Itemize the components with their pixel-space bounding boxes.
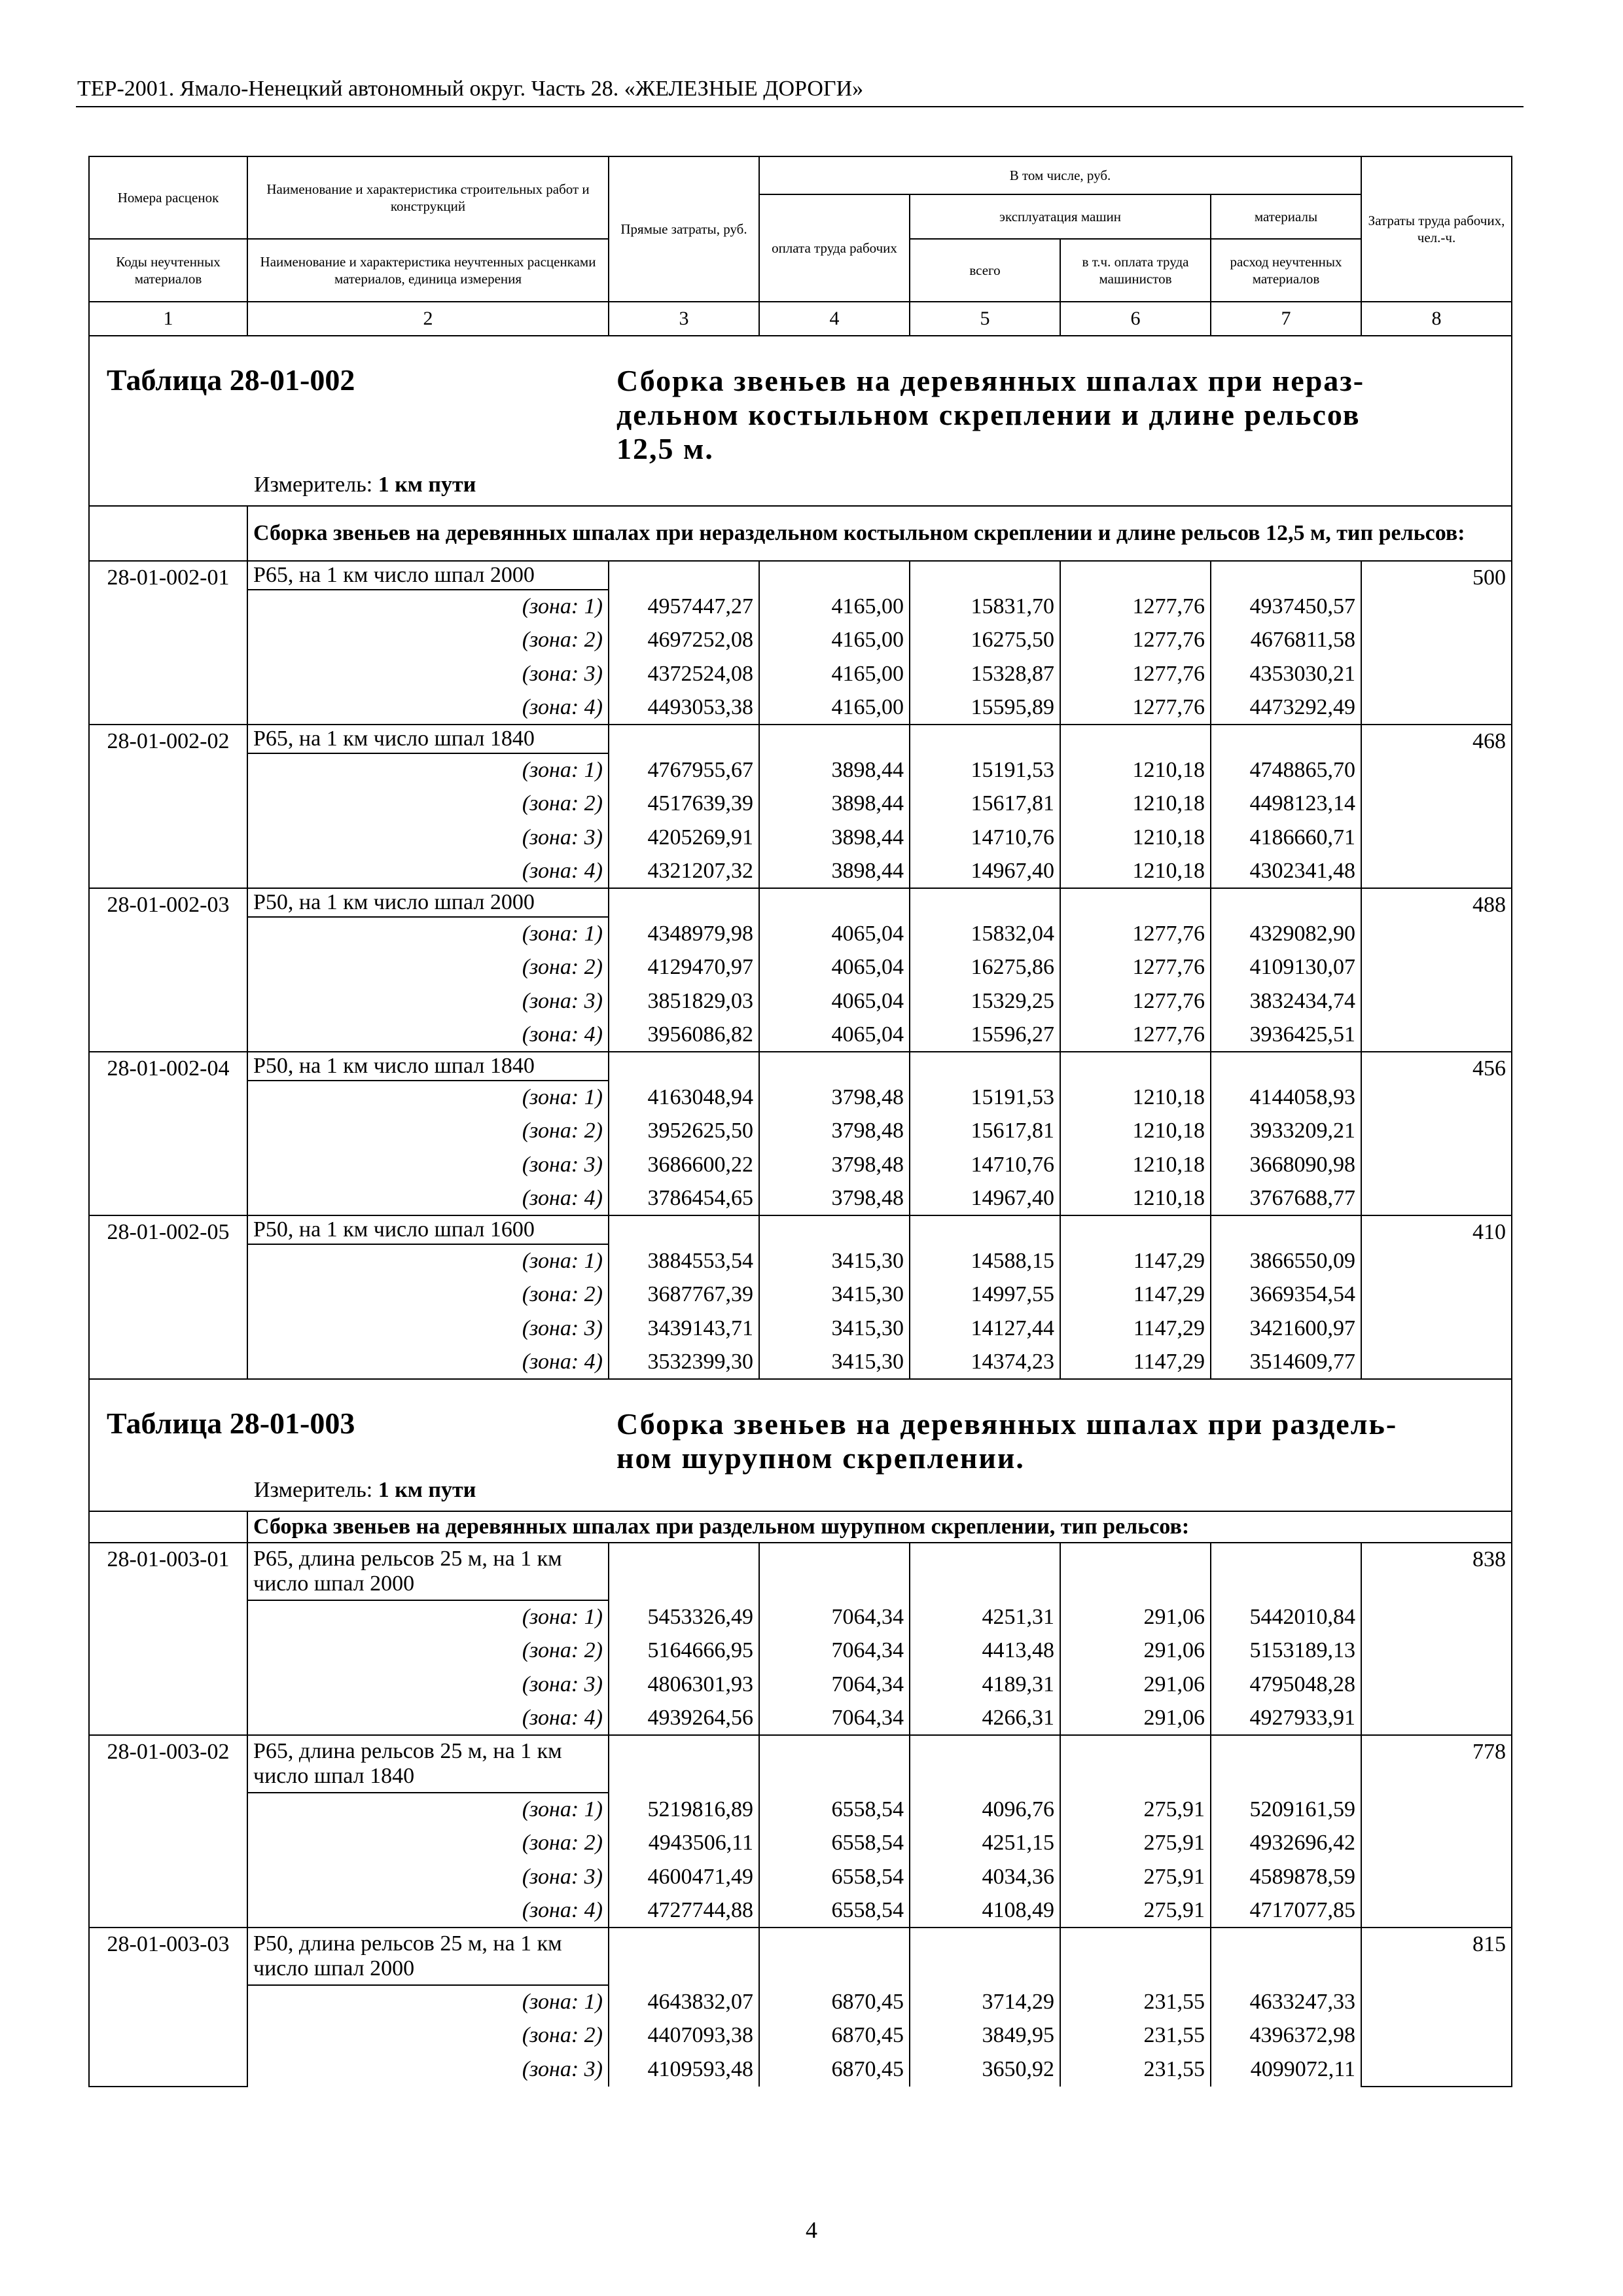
machines-total: 14127,44 xyxy=(910,1312,1060,1346)
machines-total: 15596,27 xyxy=(910,1018,1060,1052)
direct-costs: 3952625,50 xyxy=(609,1115,759,1149)
direct-costs: 3532399,30 xyxy=(609,1346,759,1380)
direct-costs: 3786454,65 xyxy=(609,1182,759,1216)
labor-cost: 815 xyxy=(1361,1928,1512,2087)
materials-cost: 4473292,49 xyxy=(1211,691,1361,725)
rate-code: 28-01-003-01 xyxy=(89,1543,247,1735)
worker-wages: 4165,00 xyxy=(759,624,910,658)
worker-wages: 6558,54 xyxy=(759,1860,910,1894)
machines-total: 4413,48 xyxy=(910,1634,1060,1668)
materials-cost: 4633247,33 xyxy=(1211,1985,1361,2019)
labor-cost: 500 xyxy=(1361,561,1512,725)
worker-wages: 7064,34 xyxy=(759,1702,910,1736)
machinist-wages: 1210,18 xyxy=(1060,821,1211,855)
direct-costs: 4943506,11 xyxy=(609,1827,759,1861)
measurement-unit xyxy=(254,469,476,501)
materials-cost: 4186660,71 xyxy=(1211,821,1361,855)
rate-name: Р50, длина рельсов 25 м, на 1 км число шпал 2000 xyxy=(247,1928,609,1985)
empty-cell xyxy=(759,725,910,753)
empty-cell xyxy=(759,888,910,917)
col-num: 1 xyxy=(89,302,247,336)
col-num: 8 xyxy=(1361,302,1512,336)
machinist-wages: 231,55 xyxy=(1060,2019,1211,2053)
materials-cost: 4717077,85 xyxy=(1211,1894,1361,1928)
section-title: Сборка звеньев на деревянных шпалах при нераздельном костыльном скреплении и длине рельсов 12,5 м, тип рельсов: xyxy=(247,506,1512,561)
worker-wages: 3415,30 xyxy=(759,1312,910,1346)
col-header-including: В том числе, руб. xyxy=(759,156,1361,194)
page-header: ТЕР-2001. Ямало-Ненецкий автономный округ. Часть 28. «ЖЕЛЕЗНЫЕ ДОРОГИ» xyxy=(77,77,864,101)
direct-costs: 4600471,49 xyxy=(609,1860,759,1894)
machinist-wages: 275,91 xyxy=(1060,1860,1211,1894)
machines-total: 4034,36 xyxy=(910,1860,1060,1894)
materials-cost: 3668090,98 xyxy=(1211,1148,1361,1182)
machinist-wages: 1210,18 xyxy=(1060,1182,1211,1216)
rate-code: 28-01-002-01 xyxy=(89,561,247,725)
worker-wages: 7064,34 xyxy=(759,1634,910,1668)
machinist-wages: 1210,18 xyxy=(1060,1081,1211,1115)
worker-wages: 3415,30 xyxy=(759,1278,910,1312)
machinist-wages: 1277,76 xyxy=(1060,590,1211,624)
machines-total: 15617,81 xyxy=(910,1115,1060,1149)
rate-name: Р50, на 1 км число шпал 1600 xyxy=(247,1215,609,1244)
empty-cell xyxy=(609,1215,759,1244)
empty-cell xyxy=(910,1543,1060,1600)
col-header-material-codes: Коды неучтенных материалов xyxy=(89,239,247,302)
zone-label: (зона: 2) xyxy=(247,1634,609,1668)
col-header-wages: оплата труда рабочих xyxy=(759,194,910,302)
table-title-block xyxy=(89,336,1512,506)
empty-cell xyxy=(1211,561,1361,590)
col-header-rate-numbers: Номера расценок xyxy=(89,156,247,239)
rate-name: Р65, на 1 км число шпал 2000 xyxy=(247,561,609,590)
labor-cost: 838 xyxy=(1361,1543,1512,1735)
empty-cell xyxy=(759,1215,910,1244)
col-header-direct-costs: Прямые затраты, руб. xyxy=(609,156,759,302)
section-code-cell xyxy=(89,1511,247,1543)
direct-costs: 4407093,38 xyxy=(609,2019,759,2053)
rate-name: Р50, на 1 км число шпал 1840 xyxy=(247,1052,609,1081)
machinist-wages: 1277,76 xyxy=(1060,951,1211,985)
worker-wages: 4165,00 xyxy=(759,657,910,691)
empty-cell xyxy=(1211,888,1361,917)
empty-cell xyxy=(910,1735,1060,1793)
direct-costs: 4129470,97 xyxy=(609,951,759,985)
machinist-wages: 1147,29 xyxy=(1060,1244,1211,1278)
machines-total: 15831,70 xyxy=(910,590,1060,624)
direct-costs: 3687767,39 xyxy=(609,1278,759,1312)
col-num: 6 xyxy=(1060,302,1211,336)
worker-wages: 3415,30 xyxy=(759,1244,910,1278)
empty-cell xyxy=(910,1215,1060,1244)
worker-wages: 3898,44 xyxy=(759,787,910,821)
rate-code: 28-01-002-04 xyxy=(89,1052,247,1215)
direct-costs: 3884553,54 xyxy=(609,1244,759,1278)
machines-total: 16275,86 xyxy=(910,951,1060,985)
empty-cell xyxy=(759,1735,910,1793)
machinist-wages: 1147,29 xyxy=(1060,1278,1211,1312)
materials-cost: 4329082,90 xyxy=(1211,917,1361,951)
materials-cost: 5209161,59 xyxy=(1211,1793,1361,1827)
rates-table xyxy=(88,156,1512,2087)
direct-costs: 4727744,88 xyxy=(609,1894,759,1928)
empty-cell xyxy=(759,1928,910,1985)
direct-costs: 3851829,03 xyxy=(609,984,759,1018)
machines-total: 14710,76 xyxy=(910,1148,1060,1182)
direct-costs: 4643832,07 xyxy=(609,1985,759,2019)
machinist-wages: 1277,76 xyxy=(1060,917,1211,951)
empty-cell xyxy=(609,1928,759,1985)
materials-cost: 4589878,59 xyxy=(1211,1860,1361,1894)
direct-costs: 5453326,49 xyxy=(609,1600,759,1634)
worker-wages: 3898,44 xyxy=(759,855,910,889)
machinist-wages: 1210,18 xyxy=(1060,787,1211,821)
table-title: Сборка звеньев на деревянных шпалах при нераз-дельном костыльном скреплении и длине рельсов 12,5 м. xyxy=(616,364,1365,465)
col-num: 2 xyxy=(247,302,609,336)
table-title-block xyxy=(89,1379,1512,1511)
empty-cell xyxy=(1060,1543,1211,1600)
empty-cell xyxy=(910,888,1060,917)
empty-cell xyxy=(609,725,759,753)
direct-costs: 4163048,94 xyxy=(609,1081,759,1115)
labor-cost: 488 xyxy=(1361,888,1512,1052)
machines-total: 15191,53 xyxy=(910,1081,1060,1115)
direct-costs: 4205269,91 xyxy=(609,821,759,855)
col-header-machines-total: всего xyxy=(910,239,1060,302)
materials-cost: 4937450,57 xyxy=(1211,590,1361,624)
zone-label: (зона: 3) xyxy=(247,657,609,691)
machinist-wages: 1277,76 xyxy=(1060,657,1211,691)
machinist-wages: 1210,18 xyxy=(1060,1115,1211,1149)
empty-cell xyxy=(1211,725,1361,753)
labor-cost: 468 xyxy=(1361,725,1512,888)
rate-code: 28-01-003-03 xyxy=(89,1928,247,2087)
zone-label: (зона: 1) xyxy=(247,1985,609,2019)
worker-wages: 4065,04 xyxy=(759,1018,910,1052)
section-title: Сборка звеньев на деревянных шпалах при раздельном шурупном скреплении, тип рельсов: xyxy=(247,1511,1512,1543)
col-num: 5 xyxy=(910,302,1060,336)
machines-total: 15191,53 xyxy=(910,753,1060,787)
machines-total: 4189,31 xyxy=(910,1668,1060,1702)
materials-cost: 4353030,21 xyxy=(1211,657,1361,691)
direct-costs: 4767955,67 xyxy=(609,753,759,787)
empty-cell xyxy=(609,1735,759,1793)
machines-total: 4108,49 xyxy=(910,1894,1060,1928)
direct-costs: 4957447,27 xyxy=(609,590,759,624)
worker-wages: 6870,45 xyxy=(759,2019,910,2053)
materials-cost: 4099072,11 xyxy=(1211,2053,1361,2087)
empty-cell xyxy=(609,888,759,917)
zone-label: (зона: 3) xyxy=(247,984,609,1018)
materials-cost: 4302341,48 xyxy=(1211,855,1361,889)
empty-cell xyxy=(759,1052,910,1081)
worker-wages: 7064,34 xyxy=(759,1668,910,1702)
col-header-work-name: Наименование и характеристика строительных работ и конструкций xyxy=(247,156,609,239)
machinist-wages: 291,06 xyxy=(1060,1702,1211,1736)
empty-cell xyxy=(1211,1052,1361,1081)
zone-label: (зона: 3) xyxy=(247,2053,609,2087)
zone-label: (зона: 1) xyxy=(247,1081,609,1115)
worker-wages: 7064,34 xyxy=(759,1600,910,1634)
machinist-wages: 291,06 xyxy=(1060,1634,1211,1668)
zone-label: (зона: 2) xyxy=(247,1278,609,1312)
machines-total: 4266,31 xyxy=(910,1702,1060,1736)
zone-label: (зона: 3) xyxy=(247,821,609,855)
materials-cost: 4396372,98 xyxy=(1211,2019,1361,2053)
machines-total: 14374,23 xyxy=(910,1346,1060,1380)
zone-label: (зона: 1) xyxy=(247,1244,609,1278)
machinist-wages: 1277,76 xyxy=(1060,624,1211,658)
direct-costs: 4493053,38 xyxy=(609,691,759,725)
zone-label: (зона: 4) xyxy=(247,1346,609,1380)
section-code-cell xyxy=(89,506,247,561)
zone-label: (зона: 1) xyxy=(247,590,609,624)
zone-label: (зона: 4) xyxy=(247,691,609,725)
worker-wages: 6558,54 xyxy=(759,1827,910,1861)
empty-cell xyxy=(1060,888,1211,917)
col-num: 4 xyxy=(759,302,910,336)
materials-cost: 4795048,28 xyxy=(1211,1668,1361,1702)
machinist-wages: 1210,18 xyxy=(1060,855,1211,889)
worker-wages: 6870,45 xyxy=(759,1985,910,2019)
rate-code: 28-01-002-03 xyxy=(89,888,247,1052)
zone-label: (зона: 2) xyxy=(247,787,609,821)
zone-label: (зона: 2) xyxy=(247,1115,609,1149)
zone-label: (зона: 3) xyxy=(247,1312,609,1346)
materials-cost: 5442010,84 xyxy=(1211,1600,1361,1634)
rate-code: 28-01-003-02 xyxy=(89,1735,247,1928)
direct-costs: 3686600,22 xyxy=(609,1148,759,1182)
materials-cost: 5153189,13 xyxy=(1211,1634,1361,1668)
zone-label: (зона: 4) xyxy=(247,1702,609,1736)
materials-cost: 3421600,97 xyxy=(1211,1312,1361,1346)
direct-costs: 4321207,32 xyxy=(609,855,759,889)
col-header-machinist-wages: в т.ч. оплата труда машинистов xyxy=(1060,239,1211,302)
zone-label: (зона: 3) xyxy=(247,1668,609,1702)
worker-wages: 6558,54 xyxy=(759,1894,910,1928)
machines-total: 15617,81 xyxy=(910,787,1060,821)
machinist-wages: 1277,76 xyxy=(1060,1018,1211,1052)
rate-code: 28-01-002-05 xyxy=(89,1215,247,1379)
worker-wages: 4065,04 xyxy=(759,984,910,1018)
worker-wages: 3415,30 xyxy=(759,1346,910,1380)
zone-label: (зона: 1) xyxy=(247,1600,609,1634)
zone-label: (зона: 4) xyxy=(247,1894,609,1928)
col-header-material-consumption: расход неучтенных материалов xyxy=(1211,239,1361,302)
measurement-label: Измеритель: xyxy=(254,1478,373,1502)
materials-cost: 3933209,21 xyxy=(1211,1115,1361,1149)
zone-label: (зона: 3) xyxy=(247,1860,609,1894)
empty-cell xyxy=(609,1543,759,1600)
empty-cell xyxy=(609,1052,759,1081)
machinist-wages: 1277,76 xyxy=(1060,984,1211,1018)
empty-cell xyxy=(910,1928,1060,1985)
col-header-material-names: Наименование и характеристика неучтенных расценками материалов, единица измерения xyxy=(247,239,609,302)
direct-costs: 4348979,98 xyxy=(609,917,759,951)
machines-total: 14967,40 xyxy=(910,1182,1060,1216)
machines-total: 15832,04 xyxy=(910,917,1060,951)
machines-total: 3714,29 xyxy=(910,1985,1060,2019)
machines-total: 14710,76 xyxy=(910,821,1060,855)
empty-cell xyxy=(1060,1735,1211,1793)
rate-name: Р65, на 1 км число шпал 1840 xyxy=(247,725,609,753)
machines-total: 15328,87 xyxy=(910,657,1060,691)
direct-costs: 4372524,08 xyxy=(609,657,759,691)
labor-cost: 778 xyxy=(1361,1735,1512,1928)
zone-label: (зона: 2) xyxy=(247,624,609,658)
empty-cell xyxy=(1060,1215,1211,1244)
direct-costs: 4109593,48 xyxy=(609,2053,759,2087)
zone-label: (зона: 2) xyxy=(247,1827,609,1861)
empty-cell xyxy=(1060,725,1211,753)
materials-cost: 3832434,74 xyxy=(1211,984,1361,1018)
machines-total: 3650,92 xyxy=(910,2053,1060,2087)
labor-cost: 410 xyxy=(1361,1215,1512,1379)
machinist-wages: 275,91 xyxy=(1060,1793,1211,1827)
table-number: Таблица 28-01-003 xyxy=(107,1407,355,1440)
worker-wages: 3898,44 xyxy=(759,753,910,787)
direct-costs: 4806301,93 xyxy=(609,1668,759,1702)
rate-name: Р65, длина рельсов 25 м, на 1 км число шпал 2000 xyxy=(247,1543,609,1600)
measurement-value: 1 км пути xyxy=(378,473,476,497)
materials-cost: 3866550,09 xyxy=(1211,1244,1361,1278)
machinist-wages: 1277,76 xyxy=(1060,691,1211,725)
materials-cost: 3936425,51 xyxy=(1211,1018,1361,1052)
machinist-wages: 275,91 xyxy=(1060,1894,1211,1928)
direct-costs: 5164666,95 xyxy=(609,1634,759,1668)
empty-cell xyxy=(1211,1215,1361,1244)
worker-wages: 3898,44 xyxy=(759,821,910,855)
measurement-label: Измеритель: xyxy=(254,473,373,497)
empty-cell xyxy=(1211,1928,1361,1985)
machines-total: 14967,40 xyxy=(910,855,1060,889)
worker-wages: 3798,48 xyxy=(759,1148,910,1182)
empty-cell xyxy=(1060,561,1211,590)
materials-cost: 4109130,07 xyxy=(1211,951,1361,985)
machinist-wages: 1210,18 xyxy=(1060,753,1211,787)
empty-cell xyxy=(1211,1543,1361,1600)
table-title: Сборка звеньев на деревянных шпалах при раздель-ном шурупном скреплении. xyxy=(616,1407,1398,1475)
empty-cell xyxy=(910,561,1060,590)
machines-total: 14588,15 xyxy=(910,1244,1060,1278)
materials-cost: 3514609,77 xyxy=(1211,1346,1361,1380)
empty-cell xyxy=(1060,1928,1211,1985)
empty-cell xyxy=(759,1543,910,1600)
machines-total: 3849,95 xyxy=(910,2019,1060,2053)
empty-cell xyxy=(910,725,1060,753)
col-header-machines: эксплуатация машин xyxy=(910,194,1211,239)
empty-cell xyxy=(910,1052,1060,1081)
zone-label: (зона: 2) xyxy=(247,2019,609,2053)
machinist-wages: 1210,18 xyxy=(1060,1148,1211,1182)
empty-cell xyxy=(759,561,910,590)
materials-cost: 3669354,54 xyxy=(1211,1278,1361,1312)
direct-costs: 3439143,71 xyxy=(609,1312,759,1346)
worker-wages: 4165,00 xyxy=(759,691,910,725)
materials-cost: 4144058,93 xyxy=(1211,1081,1361,1115)
rate-name: Р50, на 1 км число шпал 2000 xyxy=(247,888,609,917)
table-number: Таблица 28-01-002 xyxy=(107,363,355,397)
materials-cost: 4932696,42 xyxy=(1211,1827,1361,1861)
empty-cell xyxy=(1211,1735,1361,1793)
worker-wages: 3798,48 xyxy=(759,1182,910,1216)
zone-label: (зона: 4) xyxy=(247,1018,609,1052)
col-num: 7 xyxy=(1211,302,1361,336)
materials-cost: 4676811,58 xyxy=(1211,624,1361,658)
measurement-unit xyxy=(254,1474,476,1507)
worker-wages: 6558,54 xyxy=(759,1793,910,1827)
rate-name: Р65, длина рельсов 25 м, на 1 км число шпал 1840 xyxy=(247,1735,609,1793)
zone-label: (зона: 4) xyxy=(247,1182,609,1216)
machines-total: 14997,55 xyxy=(910,1278,1060,1312)
materials-cost: 3767688,77 xyxy=(1211,1182,1361,1216)
zone-label: (зона: 4) xyxy=(247,855,609,889)
page-number: 4 xyxy=(806,2217,817,2243)
zone-label: (зона: 1) xyxy=(247,917,609,951)
zone-label: (зона: 1) xyxy=(247,753,609,787)
materials-cost: 4748865,70 xyxy=(1211,753,1361,787)
materials-cost: 4927933,91 xyxy=(1211,1702,1361,1736)
direct-costs: 3956086,82 xyxy=(609,1018,759,1052)
col-num: 3 xyxy=(609,302,759,336)
col-header-materials: материалы xyxy=(1211,194,1361,239)
direct-costs: 4517639,39 xyxy=(609,787,759,821)
zone-label: (зона: 3) xyxy=(247,1148,609,1182)
machinist-wages: 291,06 xyxy=(1060,1668,1211,1702)
worker-wages: 4065,04 xyxy=(759,951,910,985)
machinist-wages: 291,06 xyxy=(1060,1600,1211,1634)
col-header-labor-costs: Затраты труда рабочих, чел.-ч. xyxy=(1361,156,1512,302)
zone-label: (зона: 1) xyxy=(247,1793,609,1827)
machinist-wages: 275,91 xyxy=(1060,1827,1211,1861)
direct-costs: 4697252,08 xyxy=(609,624,759,658)
machines-total: 15329,25 xyxy=(910,984,1060,1018)
worker-wages: 3798,48 xyxy=(759,1081,910,1115)
labor-cost: 456 xyxy=(1361,1052,1512,1215)
machinist-wages: 1147,29 xyxy=(1060,1346,1211,1380)
worker-wages: 3798,48 xyxy=(759,1115,910,1149)
worker-wages: 4065,04 xyxy=(759,917,910,951)
machines-total: 4096,76 xyxy=(910,1793,1060,1827)
machinist-wages: 231,55 xyxy=(1060,2053,1211,2087)
empty-cell xyxy=(1060,1052,1211,1081)
empty-cell xyxy=(609,561,759,590)
materials-cost: 4498123,14 xyxy=(1211,787,1361,821)
rate-code: 28-01-002-02 xyxy=(89,725,247,888)
worker-wages: 4165,00 xyxy=(759,590,910,624)
machines-total: 4251,15 xyxy=(910,1827,1060,1861)
machinist-wages: 231,55 xyxy=(1060,1985,1211,2019)
header-rule xyxy=(76,106,1524,107)
worker-wages: 6870,45 xyxy=(759,2053,910,2087)
direct-costs: 5219816,89 xyxy=(609,1793,759,1827)
direct-costs: 4939264,56 xyxy=(609,1702,759,1736)
machines-total: 16275,50 xyxy=(910,624,1060,658)
zone-label: (зона: 2) xyxy=(247,951,609,985)
measurement-value: 1 км пути xyxy=(378,1478,476,1502)
machines-total: 15595,89 xyxy=(910,691,1060,725)
machinist-wages: 1147,29 xyxy=(1060,1312,1211,1346)
machines-total: 4251,31 xyxy=(910,1600,1060,1634)
